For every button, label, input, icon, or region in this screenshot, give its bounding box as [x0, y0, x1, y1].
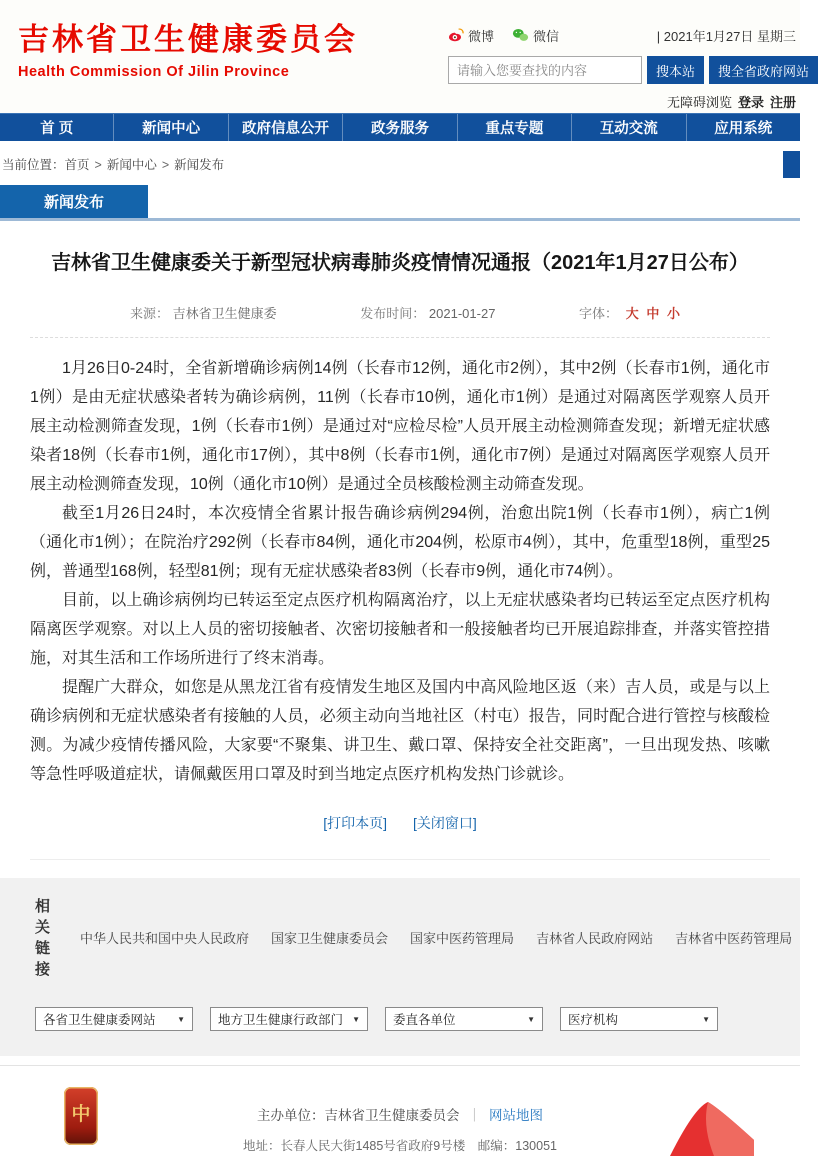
meta-divider — [30, 337, 770, 338]
nav-item-gov-services[interactable]: 政务服务 — [342, 114, 456, 141]
related-link-nhc[interactable]: 国家卫生健康委员会 — [271, 930, 389, 946]
site-title: 吉林省卫生健康委员会 — [18, 22, 358, 57]
article-paragraph: 截至1月26日24时，本次疫情全省累计报告确诊病例294例，治愈出院1例（长春市1例），病亡1例（通化市1例）；在院治疗292例（长春市84例，通化市204例，松原市4例），其中，危重型18例，重型25例，普通型168例，轻型81例；现有无症状感染者83例（长春市9例，通化市74例）。 — [30, 505, 770, 580]
dropdown-medical-institutions[interactable] — [560, 1007, 718, 1031]
badge-glyph: 中 — [71, 1103, 91, 1125]
breadcrumb-separator: > — [94, 158, 102, 172]
publish-label: 发布时间： — [360, 306, 426, 321]
wechat-icon — [512, 28, 529, 42]
article — [0, 249, 800, 860]
close-window-link[interactable]: [关闭窗口] — [413, 815, 477, 831]
article-paragraph: 目前，以上确诊病例均已转运至定点医疗机构隔离治疗，以上无症状感染者均已转运至定点医疗机构隔离医学观察。对以上人员的密切接触者、次密切接触者和一般接触者均已开展追踪排查，并落实管控措施，对其生活和工作场所进行了终末消毒。 — [30, 592, 770, 667]
dropdown-affiliated-units[interactable] — [385, 1007, 543, 1031]
site-title-en: Health Commission Of Jilin Province — [18, 64, 290, 80]
print-page-link[interactable]: [打印本页] — [323, 815, 387, 831]
font-size-small[interactable]: 小 — [666, 306, 680, 321]
footer-address: 地址：长春人民大街1485号省政府9号楼 邮编：130051 — [243, 1139, 557, 1153]
breadcrumb-separator: > — [161, 158, 170, 172]
site-header — [0, 0, 810, 113]
nav-item-applications[interactable]: 应用系统 — [686, 114, 800, 141]
header-right — [448, 26, 810, 111]
font-label: 字体： — [579, 306, 619, 321]
wechat-link[interactable] — [512, 26, 559, 45]
article-title: 吉林省卫生健康委关于新型冠状病毒肺炎疫情情况通报（2021年1月27日公布） — [51, 252, 749, 274]
dropdown-arrow-icon: ▼ — [352, 1014, 360, 1024]
article-paragraph: 提醒广大群众，如您是从黑龙江省有疫情发生地区及国内中高风险地区返（来）吉人员，或是与以上确诊病例和无症状感染者有接触的人员，必须主动向当地社区（村屯）报告，同时配合进行管控与核酸检测。为减少疫情传播风险，大家要“不聚集、讲卫生、戴口罩、保持安全社交距离”，一旦出现发热、咳嗽等急性呼吸道症状，请佩戴医用口罩及时到当地定点医疗机构发热门诊就诊。 — [30, 679, 770, 783]
register-link[interactable]: 注册 — [769, 95, 796, 110]
dropdown-arrow-icon: ▼ — [177, 1014, 185, 1024]
breadcrumb-current: 新闻发布 — [174, 158, 225, 172]
login-link[interactable]: 登录 — [737, 95, 764, 110]
related-link-jilin-tcm[interactable]: 吉林省中医药管理局 — [675, 930, 793, 946]
article-bottom-divider — [30, 859, 770, 860]
weibo-icon — [448, 28, 464, 42]
article-source — [130, 303, 277, 322]
nav-item-special-topics[interactable]: 重点专题 — [457, 114, 571, 141]
breadcrumb — [0, 141, 800, 185]
search-gov-button[interactable]: 搜全省政府网站 — [709, 56, 818, 84]
article-paragraph: 1月26日0-24时，全省新增确诊病例14例（长春市12例，通化市2例），其中2例（长春市1例，通化市1例）是由无症状感染者转为确诊病例，11例（长春市10例，通化市1例）是通过对隔离医学观察人员开展主动检测筛查发现，1例（长春市1例）是通过对“应检尽检”人员开展主动检测筛查发现；新增无症状感染者18例（长春市1例，通化市17例），其中8例（长春市1例，通化市7例）是通过对隔离医学观察人员开展主动检测筛查发现，10例（通化市10例）是通过全员核酸检测主动筛查发现。 — [30, 360, 770, 493]
nav-item-interaction[interactable]: 互动交流 — [571, 114, 685, 141]
section-tab-row — [0, 185, 800, 221]
site-footer — [0, 1065, 800, 1155]
current-date: | 2021年1月27日 星期三 — [656, 28, 796, 44]
dropdown-local-health-depts[interactable] — [210, 1007, 368, 1031]
gov-site-badge-icon[interactable] — [64, 1087, 98, 1145]
nav-item-news-center[interactable]: 新闻中心 — [113, 114, 227, 141]
search-bar — [448, 56, 810, 84]
dropdown-label: 地方卫生健康行政部门 — [218, 1013, 344, 1027]
site-logo — [18, 22, 358, 80]
weibo-label: 微博 — [468, 28, 495, 44]
main-nav — [0, 113, 800, 141]
article-actions — [30, 813, 770, 833]
dropdown-label: 医疗机构 — [568, 1013, 619, 1027]
related-links-row — [35, 895, 793, 979]
source-label: 来源： — [130, 306, 170, 321]
nav-item-home[interactable]: 首 页 — [40, 121, 74, 137]
article-meta — [130, 303, 680, 322]
related-dropdowns — [35, 1007, 765, 1031]
font-size-control — [579, 303, 680, 322]
sitemap-link[interactable]: 网站地图 — [489, 1108, 543, 1123]
organizer-label: 主办单位： — [257, 1108, 325, 1123]
weibo-link[interactable] — [448, 26, 494, 45]
article-publish-time — [360, 303, 495, 322]
nav-item-gov-info[interactable]: 政府信息公开 — [228, 114, 342, 141]
font-size-large[interactable]: 大 — [625, 306, 639, 321]
footer-pipe: ｜ — [467, 1108, 481, 1123]
red-ribbon-logo-icon — [662, 1096, 758, 1156]
search-site-button[interactable]: 搜本站 — [647, 56, 704, 84]
organizer-value: 吉林省卫生健康委员会 — [324, 1108, 460, 1123]
side-panel-toggle[interactable] — [783, 151, 800, 178]
quick-links — [448, 92, 796, 111]
dropdown-label: 委直各单位 — [393, 1013, 456, 1027]
publish-value: 2021-01-27 — [428, 306, 496, 321]
wechat-label: 微信 — [533, 28, 560, 44]
accessibility-link[interactable]: 无障碍浏览 — [666, 95, 732, 110]
related-link-tcm-admin[interactable]: 国家中医药管理局 — [410, 930, 515, 946]
font-size-medium[interactable]: 中 — [646, 306, 660, 321]
dropdown-arrow-icon: ▼ — [527, 1014, 535, 1024]
source-value: 吉林省卫生健康委 — [172, 306, 277, 321]
breadcrumb-home[interactable]: 首页 — [64, 158, 90, 172]
dropdown-provincial-health-sites[interactable] — [35, 1007, 193, 1031]
related-link-jilin-gov[interactable]: 吉林省人民政府网站 — [536, 930, 654, 946]
dropdown-label: 各省卫生健康委网站 — [43, 1013, 156, 1027]
tab-news-release[interactable]: 新闻发布 — [0, 185, 148, 218]
social-row — [448, 26, 796, 44]
dropdown-arrow-icon: ▼ — [702, 1014, 710, 1024]
article-body — [30, 354, 770, 789]
breadcrumb-news-center[interactable]: 新闻中心 — [106, 158, 157, 172]
related-links-section — [0, 878, 800, 1056]
search-input[interactable] — [448, 56, 642, 84]
breadcrumb-prefix: 当前位置： — [2, 158, 65, 172]
related-links-title: 相关链接 — [35, 898, 51, 978]
related-link-central-gov[interactable]: 中华人民共和国中央人民政府 — [80, 930, 250, 946]
